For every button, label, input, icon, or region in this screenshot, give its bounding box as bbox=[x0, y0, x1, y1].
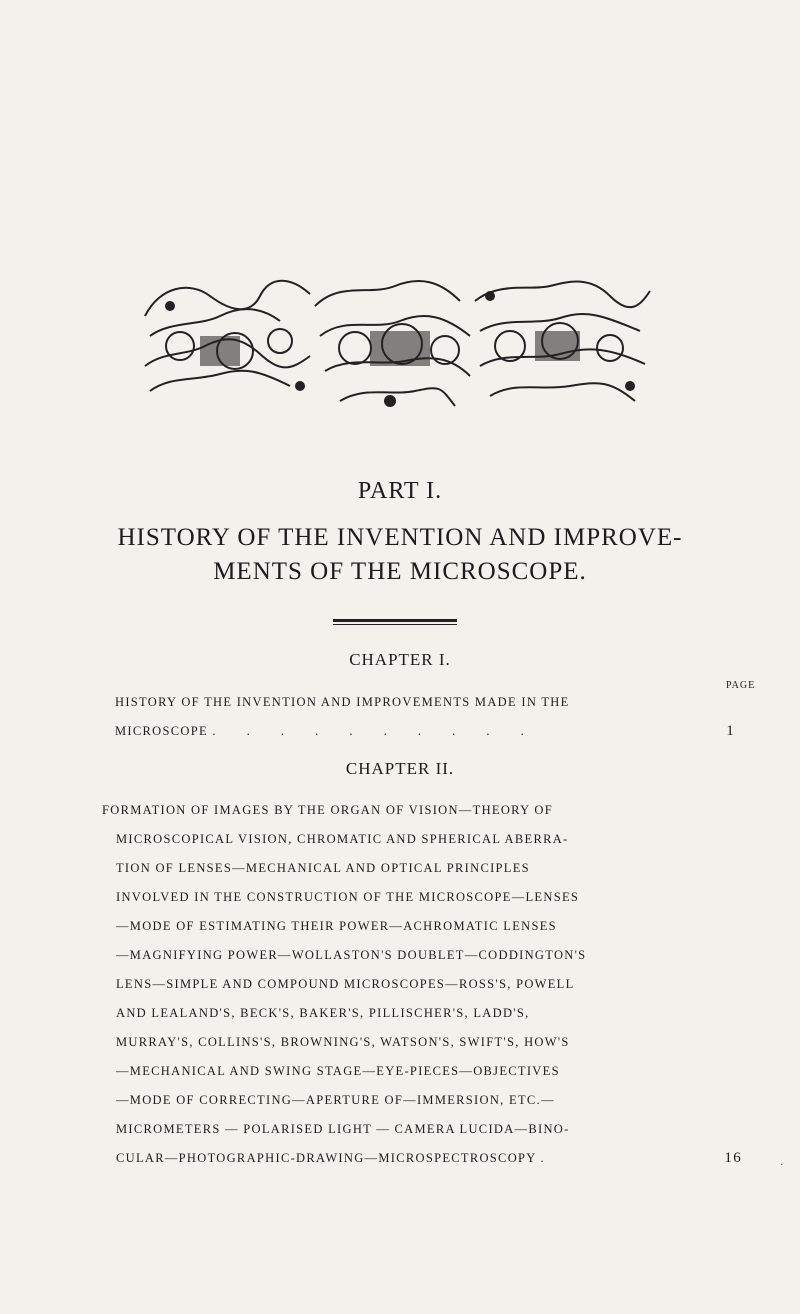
chapter-2-entry-line-9: MURRAY'S, COLLINS'S, BROWNING'S, WATSON'S, SWIFT'S, HOW'S bbox=[116, 1035, 570, 1049]
chapter-1-dot-leaders: . . . . . . . . . . bbox=[212, 724, 538, 738]
chapter-1-contents-entry bbox=[115, 688, 735, 746]
ornamental-headpiece bbox=[140, 276, 655, 416]
chapter-2-entry-line-13: CULAR—PHOTOGRAPHIC-DRAWING—MICROSPECTROSCOPY . bbox=[116, 1151, 545, 1165]
chapter-2-heading: CHAPTER II. bbox=[345, 759, 455, 778]
chapter-2-entry-line-10: —MECHANICAL AND SWING STAGE—EYE-PIECES—OBJECTIVES bbox=[116, 1064, 560, 1078]
chapter-2-entry-line-11: —MODE OF CORRECTING—APERTURE OF—IMMERSION, ETC.— bbox=[116, 1093, 555, 1107]
chapter-2-contents-entry bbox=[102, 796, 742, 1173]
chapter-1-entry-line-2-text: MICROSCOPE bbox=[115, 724, 208, 738]
chapter-1-entry-line-1: HISTORY OF THE INVENTION AND IMPROVEMENTS MADE IN THE bbox=[115, 695, 570, 709]
chapter-1-heading: CHAPTER I. bbox=[349, 650, 451, 669]
headpiece-scroll-ornament bbox=[140, 276, 655, 416]
chapter-2-entry-line-3: TION OF LENSES—MECHANICAL AND OPTICAL PRINCIPLES bbox=[116, 861, 530, 875]
chapter-2-entry-line-12: MICROMETERS — POLARISED LIGHT — CAMERA LUCIDA—BINO- bbox=[116, 1122, 570, 1136]
chapter-2-entry-line-4: INVOLVED IN THE CONSTRUCTION OF THE MICROSCOPE—LENSES bbox=[116, 890, 580, 904]
chapter-1-page-number: 1 bbox=[726, 723, 735, 739]
title-rule-divider bbox=[333, 619, 457, 625]
chapter-2-entry-line-6: —MAGNIFYING POWER—WOLLASTON'S DOUBLET—CODDINGTON'S bbox=[116, 948, 587, 962]
page-column-label: PAGE bbox=[726, 680, 756, 691]
chapter-2-entry-line-8: AND LEALAND'S, BECK'S, BAKER'S, PILLISCHER'S, LADD'S, bbox=[116, 1006, 530, 1020]
chapter-2-entry-line-1: FORMATION OF IMAGES BY THE ORGAN OF VISION—THEORY OF bbox=[102, 803, 553, 817]
main-title bbox=[0, 521, 800, 589]
chapter-2-entry-line-5: —MODE OF ESTIMATING THEIR POWER—ACHROMATIC LENSES bbox=[116, 919, 557, 933]
part-title: PART I. bbox=[357, 478, 443, 504]
chapter-2-entry-line-7: LENS—SIMPLE AND COMPOUND MICROSCOPES—ROSS'S, POWELL bbox=[116, 977, 575, 991]
main-title-line-2: MENTS OF THE MICROSCOPE. bbox=[213, 558, 587, 585]
main-title-line-1: HISTORY OF THE INVENTION AND IMPROVE- bbox=[117, 524, 683, 551]
chapter-1-entry-line-2 bbox=[115, 717, 735, 746]
chapter-2-entry-line-2: MICROSCOPICAL VISION, CHROMATIC AND SPHERICAL ABERRA- bbox=[116, 832, 569, 846]
chapter-2-page-number: 16 bbox=[724, 1150, 742, 1166]
paper-speck-marks: · bbox=[780, 1160, 784, 1171]
